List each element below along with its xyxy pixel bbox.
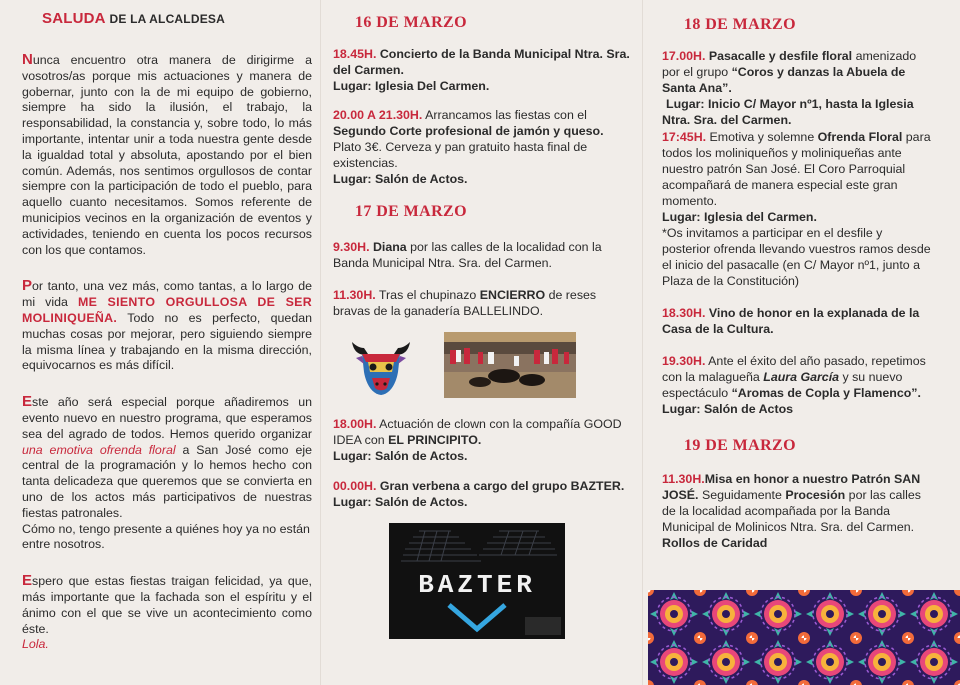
event-16-concierto: 18.45H. Concierto de la Banda Municipal Ntra. Sra. del Carmen. Lugar: Iglesia Del Carmen.	[333, 47, 630, 93]
ofrenda-highlight: una emotiva ofrenda floral	[22, 442, 176, 457]
date-heading-19: 19 DE MARZO	[684, 437, 796, 454]
date-heading-17: 17 DE MARZO	[355, 203, 467, 220]
saluda-paragraph-3: Este año será especial porque añadiremos un evento nuevo en nuestro programa, que esperamos sea del agrado de todos. Hemos querido organizar una emotiva ofrenda floral a San José como eje central de la programación y lo hemos hecho con tanta delicadeza que queremos que se convierta en uno de los actos más participativos de nuestras fiestas patronales.	[22, 393, 312, 520]
date-heading-16: 16 DE MARZO	[355, 14, 467, 31]
saluda-title: SALUDA DE LA ALCALDESA	[42, 10, 225, 27]
encierro-photo	[444, 332, 576, 398]
event-17-diana: 9.30H. Diana por las calles de la localidad con la Banda Municipal Ntra. Sra. del Carmen.	[333, 240, 602, 270]
encierro-images	[348, 332, 636, 398]
date-heading-18: 18 DE MARZO	[684, 16, 796, 33]
event-19-misa: 11.30H.Misa en honor a nuestro Patrón SAN JOSÉ. Seguidamente Procesión por las calles de la localidad acompañada por la Banda Municipal de Molinicos Ntra. Sra. del Carmen. Rollos de Caridad	[662, 472, 921, 550]
signature: Lola.	[22, 637, 49, 652]
saluda-column	[0, 0, 320, 685]
event-17-encierro: 11.30H. Tras el chupinazo ENCIERRO de reses bravas de la ganadería BALLELINDO.	[333, 288, 597, 318]
saluda-paragraph-1: Nunca encuentro otra manera de dirigirme a vosotros/as porque mis actuaciones y manera de gobernar, junto con la de mi equipo de gobierno, siempre ha sido la ilusión, el trabajo, la responsabilidad, la constancia y, sobre todo, lo más importante, intentar unir a toda nuestra gente desde la igualdad total y absoluta, apostando por el bien común. Además, nos sentimos orgullosos de contar siempre con la participación de todo el pueblo, para aquello cuanto necesitamos. Somos referente de municipios vecinos en la organización de eventos y actividades, teniendo en cuenta los pocos recursos con los que contamos.	[22, 51, 312, 257]
saluda-paragraph-2: Por tanto, una vez más, como tantas, a lo largo de mi vida ME SIENTO ORGULLOSA DE SER MOLINIQUEÑA. Todo no es perfecto, quedan muchas cosas por mejorar, pero siguiendo siempre la misma línea y trabajando en la misma dirección, equivocarnos es más difícil.	[22, 277, 312, 373]
svg-text:BAZTER: BAZTER	[418, 570, 536, 600]
orgullosa-highlight: ME SIENTO ORGULLOSA DE SER MOLINIQUEÑA.	[22, 295, 312, 325]
event-18-copla: 19.30H. Ante el éxito del año pasado, repetimos con la malagueña Laura García y su nuevo espectáculo “Aromas de Copla y Flamenco”. Lugar: Salón de Actos	[662, 354, 926, 416]
program-column-middle	[320, 0, 642, 685]
event-16-jamon: 20.00 A 21.30H. Arrancamos las fiestas con el Segundo Corte profesional de jamón y queso. Plato 3€. Cerveza y pan gratuito hasta final de existencias. Lugar: Salón de Actos.	[333, 108, 604, 186]
decorative-pattern	[648, 590, 960, 685]
program-column-right	[642, 0, 960, 685]
event-17-verbena: 00.00H. Gran verbena a cargo del grupo BAZTER. Lugar: Salón de Actos.	[333, 479, 625, 509]
bazter-logo	[389, 523, 565, 639]
event-18-ofrenda: 17:45H. Emotiva y solemne Ofrenda Floral para todos los moliniqueños y moliniqueñas ante nuestro patrón San José. El Coro Parroquial acompañará de manera especial este gran momento. Lugar: Iglesia del Carmen. *Os invitamos a participar en el desfile y posterior ofrenda llevando vuestros ramos desde el inicio del pasacalle (en C/ Mayor nº1, junto a Plaza de la Constitución)	[662, 130, 931, 288]
saluda-paragraph-3-tail: Cómo no, tengo presente a quiénes hoy ya no están entre nosotros.	[22, 521, 310, 552]
event-18-vino: 18.30H. Vino de honor en la explanada de la Casa de la Cultura.	[662, 306, 920, 336]
event-18-pasacalle: 17.00H. Pasacalle y desfile floral amenizado por el grupo “Coros y danzas la Abuela de Santa Ana”. Lugar: Inicio C/ Mayor nº1, hasta la Iglesia Ntra. Sra. del Carmen.	[662, 49, 917, 127]
saluda-paragraph-4: Espero que estas fiestas traigan felicidad, ya que, más importante que la fachada son el espíritu y el ánimo con el que se vive un acontecimiento como éste.	[22, 572, 312, 636]
event-17-clown: 18.00H. Actuación de clown con la compañía GOOD IDEA con EL PRINCIPITO. Lugar: Salón de Actos.	[333, 417, 622, 463]
bull-head-icon	[348, 332, 414, 398]
